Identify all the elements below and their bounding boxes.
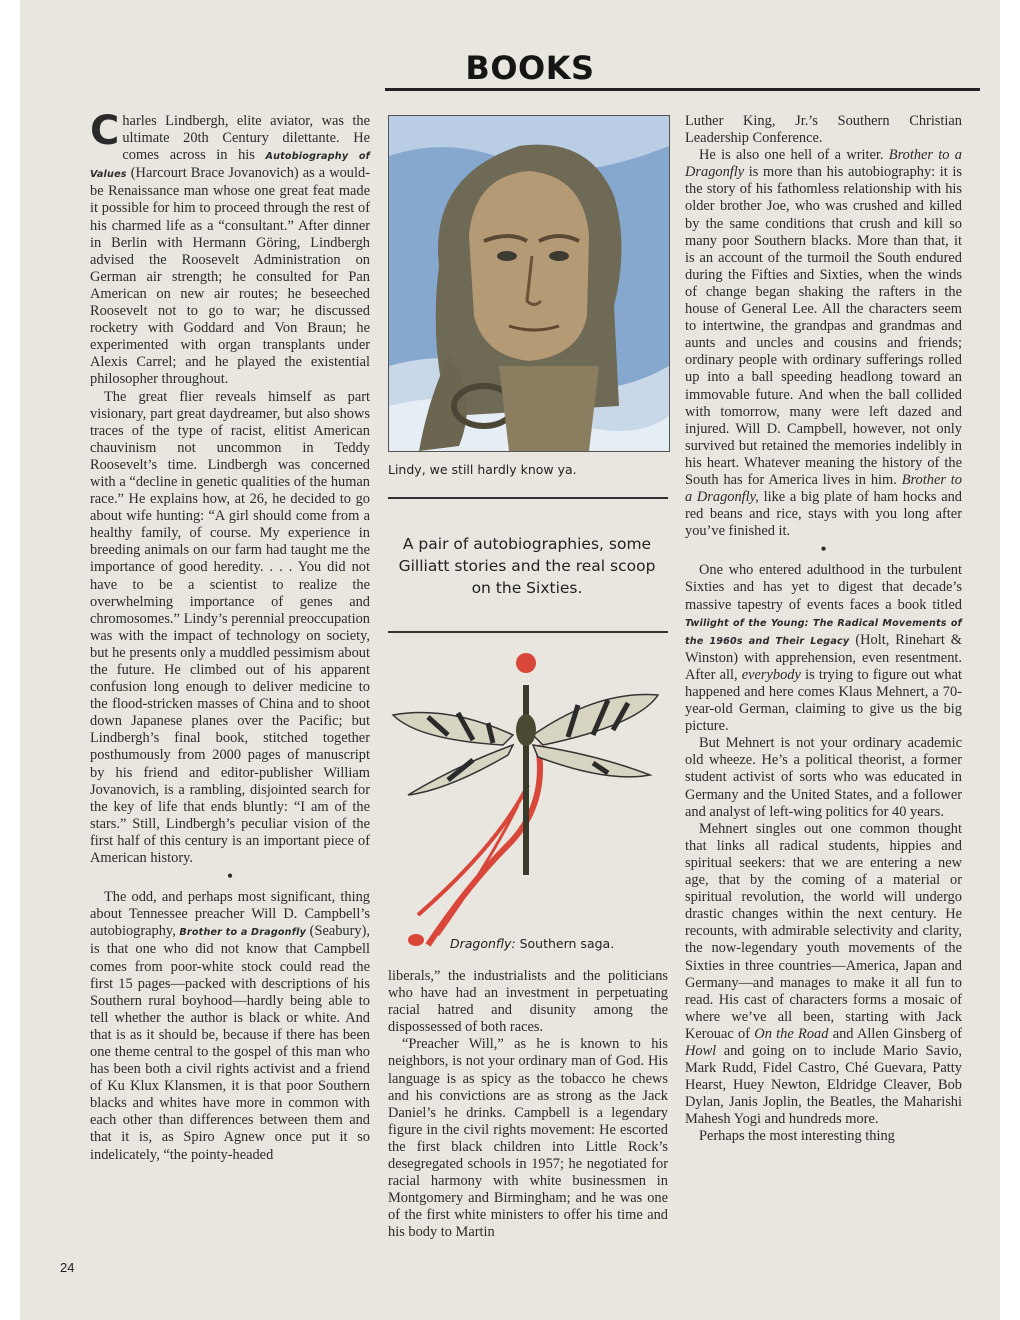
portrait-svg	[389, 116, 669, 451]
text-run: is more than his autobiography: it is the story of his fathomless relationship with his older brother Joe, who was crushed and killed by the same conditions that crush and kill so many poor Southern blacks. More than that, it is an account of the turmoil the South endured during the Fifties and Sixties, when the winds of change began shaking the rafters in the house of General Lee. All the characters seem to intertwine, the grandpas and grandmas and aunts and uncles and cousins and friends; ordinary people with ordinary sufferings rolled up into a ball speeding headlong toward an immovable future. And when the ball collided with tomorrow, many were left dazed and injured. Will D. Campbell, however, not only survived but retained the memories indelibly in his heart. Whatever meaning the history of the South has for America lives in him.	[685, 164, 962, 488]
paragraph-sclc: Luther King, Jr.’s Southern Christian Leadership Conference.	[685, 113, 962, 147]
dragonfly-illustration	[388, 645, 668, 955]
dragonfly-caption	[450, 936, 614, 951]
dragonfly-svg	[388, 645, 668, 955]
section-bullet: •	[226, 866, 234, 887]
column-left	[90, 108, 370, 1164]
italic-word: everybody	[741, 666, 801, 683]
divider-rule	[388, 497, 668, 499]
book-title-twilight-of-the-young: Twilight of the Young: The Radical Movements of the 1960s and Their Legacy	[685, 617, 962, 647]
book-title-autobiography-of-values: Autobiography of Values	[90, 151, 370, 181]
text-run: like a big plate of ham hocks and red beans and rice, stays with you long after you’ve finished it.	[685, 489, 962, 540]
italic-title: Howl	[685, 1042, 717, 1059]
text-run: (Seabury), is that one who did not know that Campbell comes from poor-white stock could read the first 15 pages—packed with descriptions of his Southern rural boyhood—hardly being able to tell whether the author is black or white. And that is as it should be, because if there has been one theme central to the gospel of this man who has been both a civil rights activist and a friend of Ku Klux Klansmen, it is that poor Southern blacks and whites have more in common with each other than differences between them and that it is, as Spiro Agnew once put it so indelicately, “the pointy-headed	[90, 923, 370, 1163]
book-title-brother-to-a-dragonfly: Brother to a Dragonfly	[179, 927, 307, 939]
italic-title: Brother to a Dragonfly,	[685, 471, 962, 506]
text-run: Mehnert singles out one common thought that links all radical students, hippies and spiritual seekers: that we are entering a new age, that by the coming of a material or spiritual revolution, the world will undergo drastic changes within the next century. He recounts, with admirable selectivity and clarity, the now-legendary youth movements of the Sixties in three countries—America, Japan and Germany—and manages to make it all fun to read. His cast of characters forms a mosaic of where we’ve all been, starting with Jack Kerouac of	[685, 820, 962, 1042]
text-run: is trying to figure out what happened and here comes Klaus Mehnert, a 70-year-old German, claiming to give us the big picture.	[685, 666, 962, 735]
paragraph-mehnert-intro	[685, 562, 962, 735]
column-right	[685, 113, 962, 1146]
text-run: The odd, and perhaps most significant, thing about Tennessee preacher Will D. Campbell’s autobiography,	[90, 889, 370, 940]
text-run: One who entered adulthood in the turbulent Sixties and has yet to digest that decade’s massive tapestry of events faces a book titled	[685, 562, 962, 613]
paragraph-campbell-continued: liberals,” the industrialists and the politicians who have had an investment in perpetuating racial hatred and disunity among the dispossessed of both races.	[388, 968, 668, 1036]
italic-title: Brother to a Dragonfly	[685, 147, 962, 181]
paragraph-lindbergh-review: The great flier reveals himself as part visionary, part great daydreamer, but also shows traces of the type of racist, elitist American chauvinism not uncommon in Teddy Roosevelt’s time. Lindbergh was concerned with a “decline in genetic qualities of the human race.” He explains how, at 26, he decided to go about wife hunting: “A girl should come from a healthy family, of course. My experience in breeding animals on our farm had taught me the importance of good heredity. . . . You did not have to be a scientist to realize the overwhelming importance of genes and chromosomes.” Lindy’s perennial preoccupation was with the impact of technology on society, but he presents only a muddled pessimism about the future. He climbed out of his apparent confusion long enough to deliver medicine to the flood-stricken masses of China and to shoot down Japanese planes over the Pacific; but Lindbergh’s final book, stitched together posthumously from 2000 pages of manuscript by his friend and editor-publisher William Jovanovich, is a rambling, disjointed search for the key of life that ends bluntly: “I am of the stars.” Still, Lindbergh’s peculiar vision of the first half of this century is an important piece of American history.	[90, 388, 370, 867]
title-rule	[385, 88, 980, 91]
paragraph-preacher-will: “Preacher Will,” as he is known to his neighbors, is not your ordinary man of God. His language is as spicy as the tobacco he chews and his convictions are as strong as the Jack Daniel’s he drinks. Campbell is a legendary figure in the civil rights movement: He escorted the first black children into Little Rock’s desegregated schools in 1957; he negotiated for racial harmony with white businessmen in Montgomery and Birmingham; and he was one of the first white ministers to offer his time and his body to Martin	[388, 1036, 668, 1241]
caption-text: Southern saga.	[515, 936, 615, 951]
paragraph-closing: Perhaps the most interesting thing	[699, 1128, 895, 1145]
italic-title: On the Road	[754, 1025, 829, 1042]
caption-italic: Dragonfly:	[450, 936, 516, 951]
paragraph-campbell-writer	[685, 147, 962, 540]
lindbergh-portrait-illustration	[388, 115, 670, 452]
page-number: 24	[60, 1260, 75, 1275]
portrait-caption: Lindy, we still hardly know ya.	[388, 462, 577, 477]
paragraph-lindbergh-intro	[90, 108, 370, 389]
column-middle	[388, 968, 668, 1242]
section-bullet: •	[820, 539, 827, 560]
pull-quote: A pair of autobiographies, some Gilliatt stories and the real scoop on the Sixties.	[398, 535, 656, 597]
paragraph-mehnert-thesis	[685, 821, 962, 1129]
text-run: (Harcourt Brace Jovanovich) as a would-be Renaissance man whose one great feat made it possible for him to proceed through the rest of his charmed life as a “consultant.” After dinner in Berlin with Hermann Göring, Lindbergh advised the Roosevelt Administration on German air strength; he consulted for Pan American on new air routes; he beseeched Roosevelt not to go to war; he discussed rocketry with Goddard and Von Braun; he experimented with organ transplants under Alexis Carrel; and he played the existential philosopher throughout.	[90, 165, 370, 388]
paragraph-mehnert-bio: But Mehnert is not your ordinary academic old wheeze. He’s a political theorist, a former student activist of sorts who was educated in Germany and the United States, and a follower and analyst of left-wing politics for 40 years.	[685, 735, 962, 820]
divider-rule	[388, 631, 668, 633]
text-run: (Holt, Rinehart & Winston) with apprehension, even resentment. After all,	[685, 631, 962, 683]
text-run: harles Lindbergh, elite aviator, was the ultimate 20th Century dilettante. He comes across in his	[122, 113, 370, 164]
text-run: and going on to include Mario Savio, Mark Rudd, Fidel Castro, Ché Guevara, Patty Hearst, Huey Newton, Eldridge Cleaver, Bob Dylan, Janis Joplin, the Beatles, the Maharishi Mahesh Yogi and hundreds more.	[685, 1042, 962, 1128]
text-run: He is also one hell of a writer.	[699, 147, 889, 164]
drop-cap: C	[90, 108, 120, 154]
magazine-page	[20, 0, 1000, 1320]
section-title: BOOKS	[465, 49, 595, 87]
text-run: and Allen Ginsberg of	[828, 1025, 962, 1042]
paragraph-campbell-intro	[90, 889, 370, 1164]
